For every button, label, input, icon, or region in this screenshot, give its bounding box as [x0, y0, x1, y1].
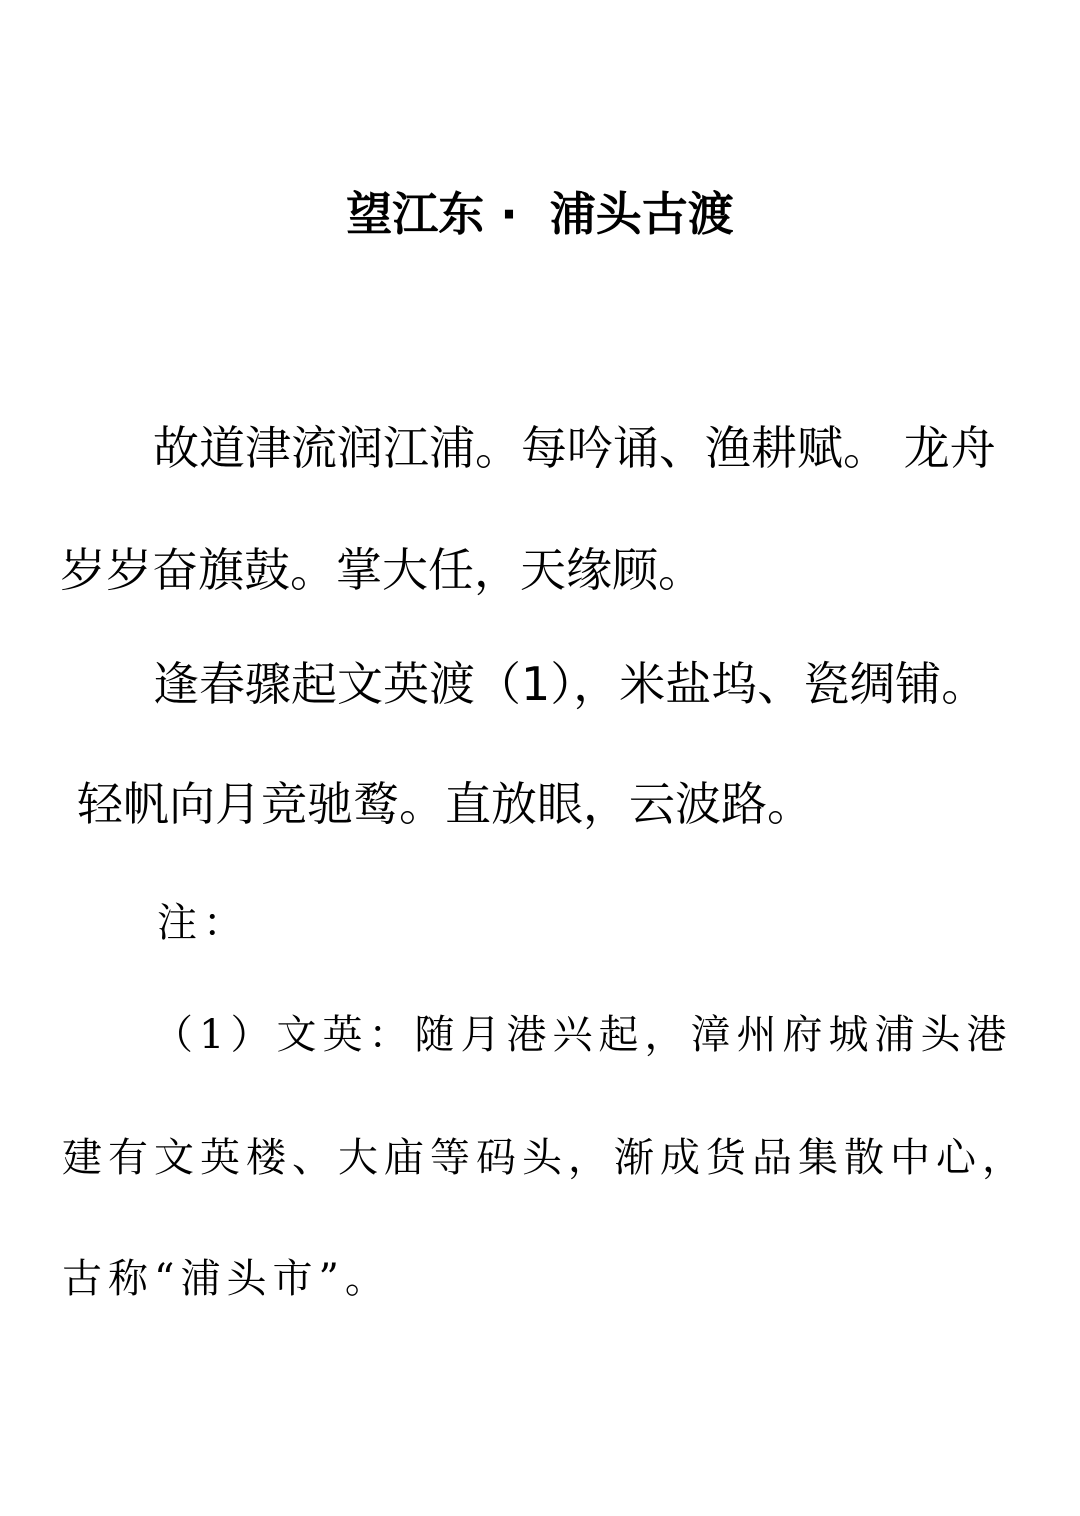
poem-line-4: 轻帆向月竞驰鹜。直放眼，云波路。	[77, 777, 813, 831]
note-line-2: 建有文英楼、大庙等码头，渐成货品集散中心，	[62, 1135, 1028, 1181]
poem-line-1: 故道津流润江浦。每吟诵、渔耕赋。 龙舟	[153, 421, 996, 475]
poem-line-2: 岁岁奋旗鼓。掌大任，天缘顾。	[60, 543, 704, 597]
note-line-3: 古称“浦头市”。	[62, 1256, 391, 1302]
note-line-1: （1）文英：随月港兴起，漳州府城浦头港	[153, 1012, 1013, 1058]
poem-line-3: 逢春骤起文英渡（1），米盐坞、瓷绸铺。	[153, 657, 988, 711]
note-heading: 注：	[157, 900, 249, 946]
poem-title: 望江东 · 浦头古渡	[346, 187, 734, 241]
